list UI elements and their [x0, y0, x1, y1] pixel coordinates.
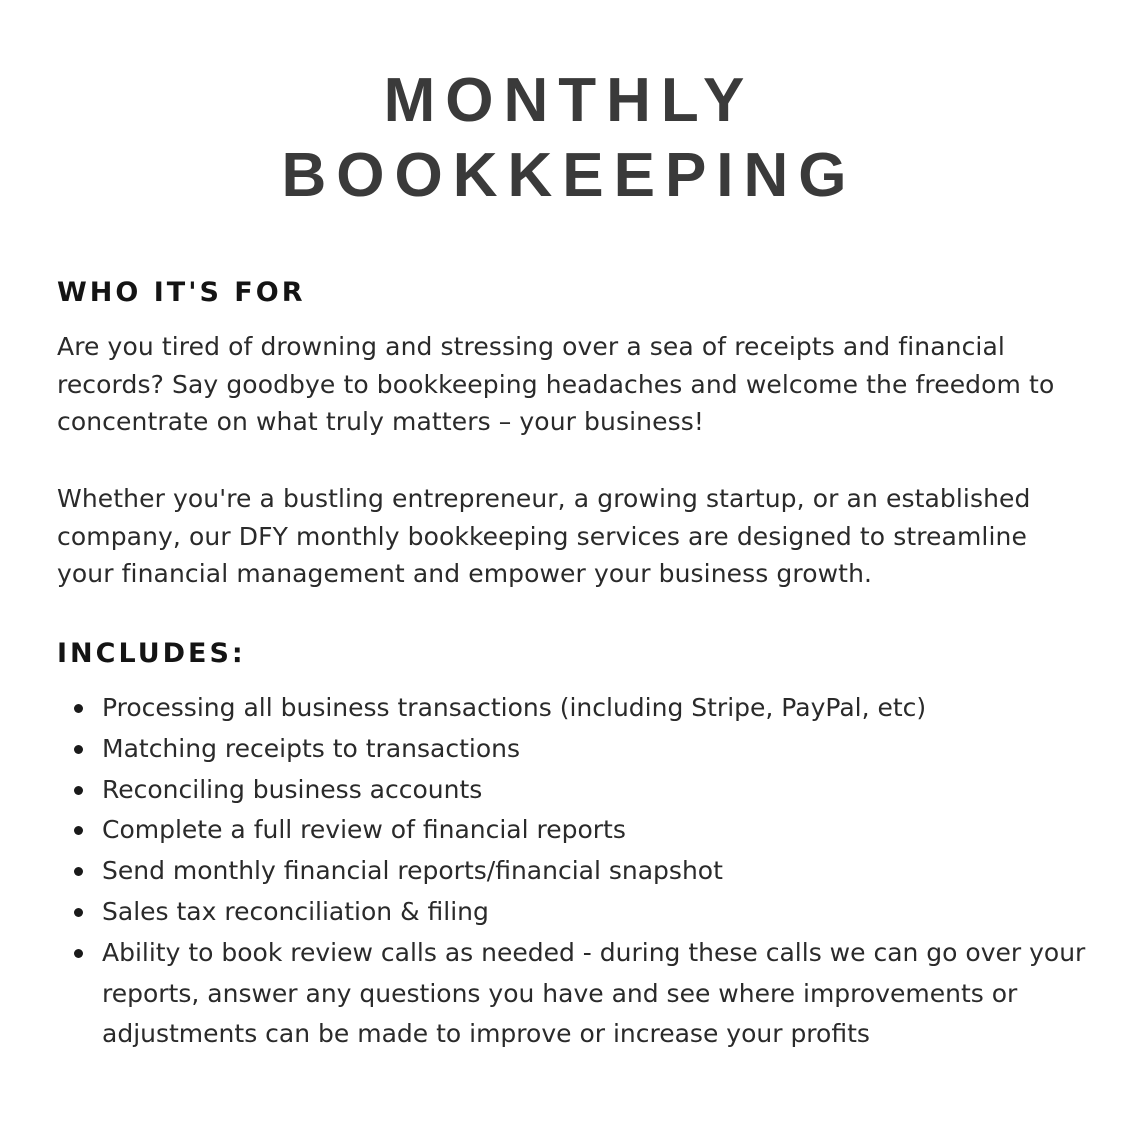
list-item — [102, 688, 1092, 729]
bullet-icon — [74, 908, 83, 917]
bullet-icon — [74, 949, 83, 958]
list-item-text: Reconciling business accounts — [102, 774, 483, 804]
who-its-for-heading: WHO IT'S FOR — [57, 277, 306, 308]
list-item-text: Matching receipts to transactions — [102, 733, 521, 763]
bullet-icon — [74, 826, 83, 835]
list-item-text: Send monthly financial reports/financial snapshot — [102, 856, 723, 886]
page-title-line-1: MONTHLY — [383, 66, 755, 135]
bullet-icon — [74, 704, 83, 713]
bullet-icon — [74, 745, 83, 754]
who-its-for-paragraph-2: Whether you're a bustling entrepreneur, a growing startup, or an established company, our DFY monthly bookkeeping services are designed to streamline your financial management and empower your business growth. — [57, 484, 1031, 588]
list-item — [102, 933, 1092, 1055]
list-item — [102, 729, 1092, 770]
page-title-line-2: BOOKKEEPING — [281, 141, 857, 210]
list-item — [102, 851, 1092, 892]
includes-heading: INCLUDES: — [57, 638, 246, 669]
list-item-text: Ability to book review calls as needed - during these calls we can go over your reports, answer any questions you have and see where improvements or adjustments can be made to improve or increase your profits — [102, 937, 1086, 1049]
list-item — [102, 810, 1092, 851]
list-item — [102, 892, 1092, 933]
bullet-icon — [74, 867, 83, 876]
list-item-text: Sales tax reconciliation & filing — [102, 896, 489, 926]
list-item-text: Processing all business transactions (including Stripe, PayPal, etc) — [102, 693, 927, 722]
includes-list — [102, 688, 1092, 1055]
who-its-for-paragraph-1: Are you tired of drowning and stressing over a sea of receipts and financial records? Say goodbye to bookkeeping headaches and welcome the freedom to concentrate on what truly matters – your business! — [57, 332, 1055, 436]
bullet-icon — [74, 786, 83, 795]
list-item — [102, 770, 1092, 811]
list-item-text: Complete a full review of financial reports — [102, 815, 626, 845]
